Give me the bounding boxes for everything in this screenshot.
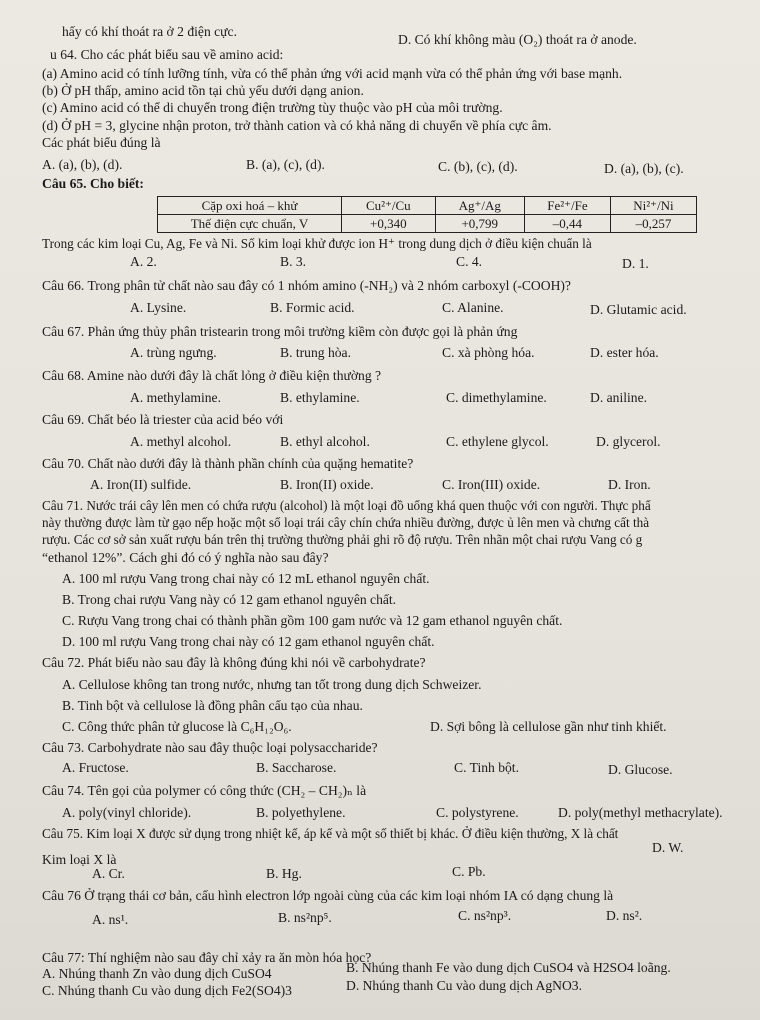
q71-line-1: Câu 71. Nước trái cây lên men có chứa rượu (alcohol) là một loại đồ uống khá quen thuộc với con người. Thực phẩ: [42, 498, 651, 513]
q73-option-b: B. Saccharose.: [256, 760, 337, 775]
q64-statement-d: (d) Ở pH = 3, glycine nhận proton, trở thành cation và có khả năng di chuyển về phía cực âm.: [42, 118, 552, 133]
q70-option-b: B. Iron(II) oxide.: [280, 477, 374, 492]
table-cell-cu: +0,340: [342, 215, 436, 233]
q76-option-c: C. ns²np³.: [458, 908, 512, 923]
q68-option-a: A. methylamine.: [130, 390, 221, 405]
q75-line-2: Kim loại X là: [42, 852, 117, 867]
table-cell-fe: –0,44: [524, 215, 610, 233]
q69-option-a: A. methyl alcohol.: [130, 434, 232, 449]
q66-option-d: D. Glutamic acid.: [590, 302, 687, 317]
table-cell-ag: +0,799: [435, 215, 524, 233]
q74-option-d: D. poly(methyl methacrylate).: [558, 805, 723, 820]
q65-option-c: C. 4.: [456, 254, 483, 269]
q71-option-c: C. Rượu Vang trong chai có thành phần gồm 100 gam nước và 12 gam ethanol nguyên chất.: [62, 613, 563, 628]
q76-option-a: A. ns¹.: [92, 912, 129, 927]
q76-stem: Câu 76 Ở trạng thái cơ bản, cấu hình electron lớp ngoài cùng của các kim loại nhóm IA có dạng chung là: [42, 888, 614, 903]
q77-option-a: A. Nhúng thanh Zn vào dung dịch CuSO4: [42, 966, 272, 981]
q65-option-a: A. 2.: [130, 254, 157, 269]
q65-option-d: D. 1.: [622, 256, 649, 271]
q66-option-b: B. Formic acid.: [270, 300, 355, 315]
q72-option-c: C. Công thức phân tử glucose là C₆H₁₂O₆.: [62, 719, 292, 734]
q72-option-a: A. Cellulose không tan trong nước, nhưng tan tốt trong dung dịch Schweizer.: [62, 677, 482, 692]
q64-prompt: Các phát biểu đúng là: [42, 135, 161, 150]
table-cell-ni: –0,257: [610, 215, 696, 233]
q75-option-b: B. Hg.: [266, 866, 302, 881]
q67-option-a: A. trùng ngưng.: [130, 345, 217, 360]
q70-option-a: A. Iron(II) sulfide.: [90, 477, 192, 492]
q71-option-a: A. 100 ml rượu Vang trong chai này có 12 mL ethanol nguyên chất.: [62, 571, 430, 586]
q69-option-d: D. glycerol.: [596, 434, 661, 449]
q68-option-d: D. aniline.: [590, 390, 648, 405]
q67-stem: Câu 67. Phản ứng thủy phân tristearin trong môi trường kiềm còn được gọi là phản ứng: [42, 324, 518, 339]
q72-stem: Câu 72. Phát biểu nào sau đây là không đúng khi nói về carbohydrate?: [42, 655, 426, 670]
q71-option-d: D. 100 ml rượu Vang trong chai này có 12 gam ethanol nguyên chất.: [62, 634, 435, 649]
q64-option-a: A. (a), (b), (d).: [42, 157, 123, 172]
q64-statement-a: (a) Amino acid có tính lưỡng tính, vừa có thể phản ứng với acid mạnh vừa có thể phản ứng với base mạnh.: [42, 66, 623, 81]
q64-option-c: C. (b), (c), (d).: [438, 159, 518, 174]
q73-stem: Câu 73. Carbohydrate nào sau đây thuộc loại polysaccharide?: [42, 740, 378, 755]
q69-stem: Câu 69. Chất béo là triester của acid béo với: [42, 412, 284, 427]
q74-option-b: B. polyethylene.: [256, 805, 346, 820]
q68-option-c: C. dimethylamine.: [446, 390, 547, 405]
q70-option-c: C. Iron(III) oxide.: [442, 477, 541, 492]
q64-option-d: D. (a), (b), (c).: [604, 161, 684, 176]
q67-option-c: C. xà phòng hóa.: [442, 345, 535, 360]
q75-line-1: Câu 75. Kim loại X được sử dụng trong nhiệt kế, áp kế và một số thiết bị khác. Ở điều kiện thường, X là chất: [42, 826, 619, 841]
q64-statement-c: (c) Amino acid có thể di chuyển trong điện trường tùy thuộc vào pH của môi trường.: [42, 100, 503, 115]
q64-statement-b: (b) Ở pH thấp, amino acid tồn tại chủ yếu dưới dạng anion.: [42, 83, 364, 98]
q67-option-d: D. ester hóa.: [590, 345, 659, 360]
q74-option-c: C. polystyrene.: [436, 805, 519, 820]
q71-line-4: “ethanol 12%”. Cách ghi đó có ý nghĩa nào sau đây?: [42, 550, 329, 565]
q65-option-b: B. 3.: [280, 254, 307, 269]
q65-text: Trong các kim loại Cu, Ag, Fe và Ni. Số kim loại khử được ion H⁺ trong dung dịch ở điều kiện chuẩn là: [42, 236, 592, 251]
prev-option-c: hấy có khí thoát ra ở 2 điện cực.: [62, 24, 237, 39]
q76-option-b: B. ns²np⁵.: [278, 910, 332, 925]
q73-option-a: A. Fructose.: [62, 760, 129, 775]
q75-option-a: A. Cr.: [92, 866, 125, 881]
q69-option-b: B. ethyl alcohol.: [280, 434, 370, 449]
q75-option-c: C. Pb.: [452, 864, 486, 879]
q77-option-b: B. Nhúng thanh Fe vào dung dịch CuSO4 và H2SO4 loãng.: [346, 960, 671, 975]
q77-stem: Câu 77: Thí nghiệm nào sau đây chỉ xảy ra ăn mòn hóa học?: [42, 950, 372, 965]
table-header-pair: Cặp oxi hoá – khử: [158, 197, 342, 215]
prev-option-d: D. Có khí không màu (O₂) thoát ra ở anode.: [398, 32, 637, 47]
q68-stem: Câu 68. Amine nào dưới đây là chất lỏng ở điều kiện thường ?: [42, 368, 382, 383]
q65-stem: Câu 65. Cho biết:: [42, 176, 144, 191]
q73-option-d: D. Glucose.: [608, 762, 673, 777]
q67-option-b: B. trung hòa.: [280, 345, 351, 360]
table-header-cu: Cu²⁺/Cu: [342, 197, 436, 215]
table-header-ag: Ag⁺/Ag: [435, 197, 524, 215]
electrode-potential-table: [157, 196, 697, 233]
q66-stem: Câu 66. Trong phân tử chất nào sau đây có 1 nhóm amino (-NH₂) và 2 nhóm carboxyl (-COOH)?: [42, 278, 571, 293]
q71-line-2: này thường được làm từ gạo nếp hoặc một số loại trái cây chín chứa nhiều đường, được ủ lên men và chưng cất thà: [42, 515, 650, 530]
q69-option-c: C. ethylene glycol.: [446, 434, 549, 449]
q70-stem: Câu 70. Chất nào dưới đây là thành phần chính của quặng hematite?: [42, 456, 414, 471]
q68-option-b: B. ethylamine.: [280, 390, 360, 405]
q70-option-d: D. Iron.: [608, 477, 651, 492]
q76-option-d: D. ns².: [606, 908, 643, 923]
q72-option-b: B. Tinh bột và cellulose là đồng phân cấu tạo của nhau.: [62, 698, 363, 713]
table-header-ni: Ni²⁺/Ni: [610, 197, 696, 215]
q74-stem: Câu 74. Tên gọi của polymer có công thức (CH₂ – CH₂)ₙ là: [42, 783, 367, 798]
q74-option-a: A. poly(vinyl chloride).: [62, 805, 192, 820]
q77-option-d: D. Nhúng thanh Cu vào dung dịch AgNO3.: [346, 978, 582, 993]
table-row-potential-label: Thế điện cực chuẩn, V: [158, 215, 342, 233]
q64-option-b: B. (a), (c), (d).: [246, 157, 325, 172]
q66-option-a: A. Lysine.: [130, 300, 187, 315]
q66-option-c: C. Alanine.: [442, 300, 504, 315]
q71-line-3: rượu. Các cơ sở sản xuất rượu bán trên thị trường thường phải ghi rõ độ rượu. Trên nhãn một chai rượu Vang có g: [42, 532, 643, 547]
q77-option-c: C. Nhúng thanh Cu vào dung dịch Fe2(SO4)3: [42, 983, 292, 998]
q71-option-b: B. Trong chai rượu Vang này có 12 gam ethanol nguyên chất.: [62, 592, 397, 607]
q64-stem: u 64. Cho các phát biểu sau về amino acid:: [50, 47, 284, 62]
q72-option-d: D. Sợi bông là cellulose gần như tinh khiết.: [430, 719, 667, 734]
q75-option-d: D. W.: [652, 840, 684, 855]
table-header-fe: Fe²⁺/Fe: [524, 197, 610, 215]
q73-option-c: C. Tinh bột.: [454, 760, 519, 775]
